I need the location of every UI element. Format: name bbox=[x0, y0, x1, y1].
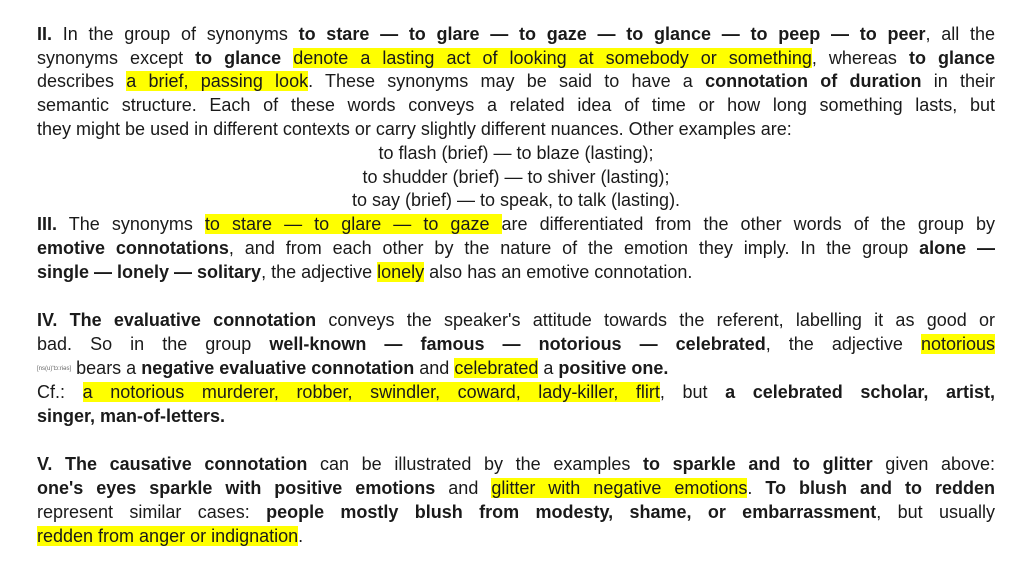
paragraph-iii-line-1: III. The synonyms to stare — to glare — to gaze are differentiated from the other words of the group by bbox=[37, 214, 995, 234]
highlight-glitter-negative: glitter with negative emotions bbox=[491, 478, 748, 498]
example-line-3: to say (brief) — to speak, to talk (lasting). bbox=[351, 190, 681, 210]
highlight-celebrated: celebrated bbox=[454, 358, 539, 378]
paragraph-iv-line-1: IV. The evaluative connotation conveys the speaker's attitude towards the referent, labelling it as good or bbox=[37, 310, 995, 330]
highlight-lasting-act: denote a lasting act of looking at somebody or something bbox=[293, 48, 812, 68]
paragraph-ii-line-3: describes a brief, passing look. These synonyms may be said to have a connotation of duration in their bbox=[37, 71, 995, 91]
paragraph-ii-line-4: semantic structure. Each of these words conveys a related idea of time or how long something lasts, but bbox=[37, 95, 995, 115]
example-line-2: to shudder (brief) — to shiver (lasting); bbox=[362, 167, 670, 187]
example-blush-redden: To blush and to redden bbox=[765, 478, 995, 498]
term-causative-connotation: V. The causative connotation bbox=[37, 454, 308, 474]
paragraph-ii-line-1: II. In the group of synonyms to stare — to glare — to gaze — to glance — to peep — to peer, all the bbox=[37, 24, 995, 44]
synonym-group-famous: well-known — famous — notorious — celebrated bbox=[269, 334, 766, 354]
paragraph-v-line-1: V. The causative connotation can be illustrated by the examples to sparkle and to glitter given above: bbox=[37, 454, 996, 474]
paragraph-ii-line-2: synonyms except to glance denote a lasting act of looking at somebody or something, whereas to glance bbox=[37, 48, 996, 68]
highlight-redden-anger: redden from anger or indignation bbox=[37, 526, 299, 546]
highlight-notorious-murderer: a notorious murderer, robber, swindler, coward, lady-killer, flirt bbox=[82, 382, 660, 402]
term-emotive-connotations: emotive connotations bbox=[37, 238, 229, 258]
term-negative-evaluative: negative evaluative connotation bbox=[141, 358, 415, 378]
transcription-note: [ns(u)'tɔ:riəs] bbox=[37, 365, 72, 372]
paragraph-iii-line-3: single — lonely — solitary, the adjective lonely also has an emotive connotation. bbox=[37, 262, 693, 282]
section-numeral-iii: III. bbox=[37, 214, 58, 234]
paragraph-iv-line-3: [ns(u)'tɔ:riəs] bears a negative evaluative connotation and celebrated a positive one. bbox=[37, 358, 669, 378]
example-line-1: to flash (brief) — to blaze (lasting); bbox=[378, 143, 654, 163]
term-connotation-of-duration: connotation of duration bbox=[705, 71, 922, 91]
example-blush-modesty: people mostly blush from modesty, shame, or embarrassment bbox=[266, 502, 877, 522]
term-evaluative-connotation: IV. The evaluative connotation bbox=[37, 310, 317, 330]
synonym-group-stare: to stare — to glare — to gaze — to glance — to peep — to peer bbox=[298, 24, 926, 44]
paragraph-iii-line-2: emotive connotations, and from each other by the nature of the emotion they imply. In the group alone — bbox=[37, 238, 995, 258]
paragraph-iv-line-2: bad. So in the group well-known — famous — notorious — celebrated, the adjective notorious bbox=[37, 334, 995, 354]
paragraph-iv-line-4: Cf.: a notorious murderer, robber, swindler, coward, lady-killer, flirt, but a celebrated scholar, artist, bbox=[37, 382, 995, 402]
synonym-group-alone: single — lonely — solitary bbox=[37, 262, 262, 282]
example-celebrated-scholar: a celebrated scholar, artist, bbox=[725, 382, 995, 402]
paragraph-iv-line-5: singer, man-of-letters. bbox=[37, 406, 226, 426]
example-sparkle-glitter: to sparkle and to glitter bbox=[643, 454, 873, 474]
highlight-stare-glare-gaze: to stare — to glare — to gaze bbox=[204, 214, 502, 234]
paragraph-v-line-2: one's eyes sparkle with positive emotions and glitter with negative emotions. To blush and to redden bbox=[37, 478, 995, 498]
paragraph-v-line-4: redden from anger or indignation. bbox=[37, 526, 304, 546]
highlight-notorious: notorious bbox=[920, 334, 995, 354]
paragraph-ii-line-5: they might be used in different contexts or carry slightly different nuances. Other examples are: bbox=[37, 119, 792, 139]
highlight-lonely: lonely bbox=[377, 262, 425, 282]
highlight-brief-look: a brief, passing look bbox=[126, 71, 309, 91]
paragraph-v-line-3: represent similar cases: people mostly blush from modesty, shame, or embarrassment, but usually bbox=[37, 502, 995, 522]
section-numeral-ii: II. bbox=[37, 24, 53, 44]
